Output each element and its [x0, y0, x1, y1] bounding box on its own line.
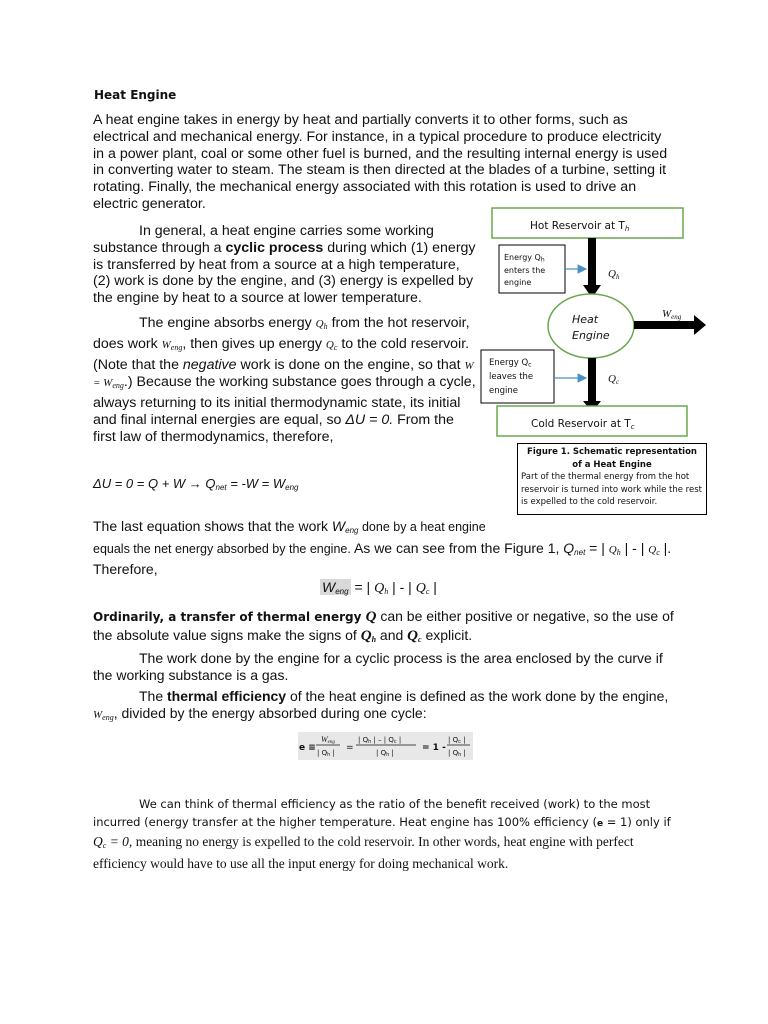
svg-text:| Qc |: | Qc | [448, 736, 466, 745]
figure-caption [517, 443, 707, 515]
para3-text-g: From the first law of thermodynamics, therefore, [93, 411, 454, 445]
cyclic-process-term: cyclic process [225, 239, 324, 256]
energy-enters-line1: Energy Qh [504, 253, 545, 264]
weng-symbol: $W_{eng}$ [161, 338, 183, 352]
efficiency-ratio-paragraph: We can think of thermal efficiency as the ratio of the benefit received (work) to the most incurred (energy transfer at the higher temperature. Heat engine has 100% efficiency (e = 1) only if $Q_c = 0$, meaning no energy is expelled to the cold reservoir. In other words, heat engine with perfect efficiency would have to use all the input energy for doing mechanical work. [93, 797, 671, 871]
svg-text:e ≡: e ≡ [299, 743, 316, 753]
qc-flow-arrow-shaft [588, 358, 596, 406]
delta-u-zero: ΔU = 0. [345, 411, 394, 428]
para3-text-c: , then gives up energy [182, 335, 326, 352]
svg-text:| Qh | – | Qc |: | Qh | – | Qc | [358, 736, 402, 745]
para3-text-e: work is done on the engine, so that [236, 356, 465, 373]
para2-text-b: during which (1) energy is transferred by heat from a source at a high temperature, (2) work is done by the engine, and (3) energy is expelled by the engine by heat to a source at lower temperature. [93, 239, 476, 307]
work-equation: $W_{eng}$ = | $Q_h$ | - | $Q_c$ | [322, 579, 437, 596]
heat-engine-circle [548, 294, 634, 358]
qc-label: Qc [608, 373, 620, 386]
heat-engine-label-line2: Engine [572, 329, 610, 342]
weng-arrow-head [694, 315, 706, 335]
svg-text:Weng: Weng [321, 735, 335, 745]
cold-reservoir-label: Cold Reservoir at Tc [531, 418, 635, 431]
cyclic-process-paragraph [93, 223, 478, 307]
para3-text-d: to the cold reservoir. (Note that the [93, 335, 470, 373]
svg-text:| Qh |: | Qh | [376, 749, 394, 758]
figure-caption-body: Part of the thermal energy from the hot reservoir is turned into work while the rest is expelled to the cold reservoir. [521, 472, 702, 507]
svg-text:= 1 -: = 1 - [422, 743, 446, 753]
energy-enters-line2: enters the [504, 266, 546, 275]
efficiency-formula [298, 732, 473, 767]
engine-absorbs-paragraph [93, 315, 478, 446]
para2-text-a: In general, a heat engine carries some working substance through a [93, 223, 434, 256]
negative-term: negative [182, 356, 237, 373]
svg-text:| Qh |: | Qh | [448, 749, 466, 758]
para3-text-a: The engine absorbs energy [139, 315, 316, 331]
weng-arrow-shaft [634, 321, 696, 329]
para3-text-b: from the hot reservoir, does work [93, 315, 470, 352]
heat-engine-diagram [478, 205, 718, 440]
first-law-equation: $\Delta U = 0 = Q + W \to Q_{net} = -W = W_{eng}$ [93, 476, 299, 492]
page-title: Heat Engine [94, 88, 177, 102]
heat-engine-label-line1: Heat [572, 313, 599, 326]
figure-caption-title: Figure 1. Schematic representation of a Heat Engine [527, 447, 697, 470]
svg-text:| Qh |: | Qh | [317, 749, 335, 758]
w-equals-weng: $W = W_{eng}$ [93, 359, 474, 391]
absolute-value-paragraph: Ordinarily, a transfer of thermal energy Q can be either positive or negative, so the use of the absolute value signs make the signs of $Q_h$ and $Q_c$ explicit. The work done by the engine for a cyclic process is the area enclosed by the curve if the working substance is a gas. [93, 608, 674, 683]
weng-label: Weng [662, 308, 682, 321]
efficiency-formula-svg [298, 732, 473, 762]
intro-paragraph: A heat engine takes in energy by heat and partially converts it to other forms, such as electrical and mechanical energy. For instance, in a typical procedure to produce electricity in a power plant, coal or some other fuel is burned, and the resulting internal energy is used in converting water to steam. The steam is then directed at the blades of a turbine, setting it rotating. Finally, the mechanical energy associated with this rotation is used to drive an electric generator. [93, 112, 668, 212]
qc-symbol: $Q_c$ [325, 338, 338, 352]
qh-label: Qh [608, 268, 620, 281]
energy-leaves-line3: engine [489, 386, 518, 396]
energy-leaves-line2: leaves the [489, 372, 534, 382]
cyclic-work-text: The work done by the engine for a cyclic process is the area enclosed by the curve if the working substance is a gas. [93, 650, 663, 683]
energy-enters-line3: engine [504, 278, 532, 287]
hot-reservoir-label: Hot Reservoir at Th [530, 220, 630, 233]
qh-flow-arrow-shaft [588, 238, 596, 288]
energy-leaves-line1: Energy Qc [489, 358, 532, 369]
net-energy-paragraph: The last equation shows that the work $W_{eng}$ done by a heat engine equals the net energy absorbed by the engine. As we can see from the Figure 1, $Q_{net}$ = | $Q_h$ | - | $Q_c$ |. Therefore, [93, 518, 672, 577]
svg-text:=: = [346, 743, 354, 753]
qh-symbol: $Q_h$ [315, 318, 328, 331]
para3-text-f: .) Because the working substance goes through a cycle, always returning to its initial thermodynamic state, its initial and final internal energies are equal, so [93, 374, 476, 428]
thermal-efficiency-paragraph: The thermal efficiency of the heat engine is defined as the work done by the engine, $W_{eng}$, divided by the energy absorbed during one cycle: [93, 688, 669, 722]
